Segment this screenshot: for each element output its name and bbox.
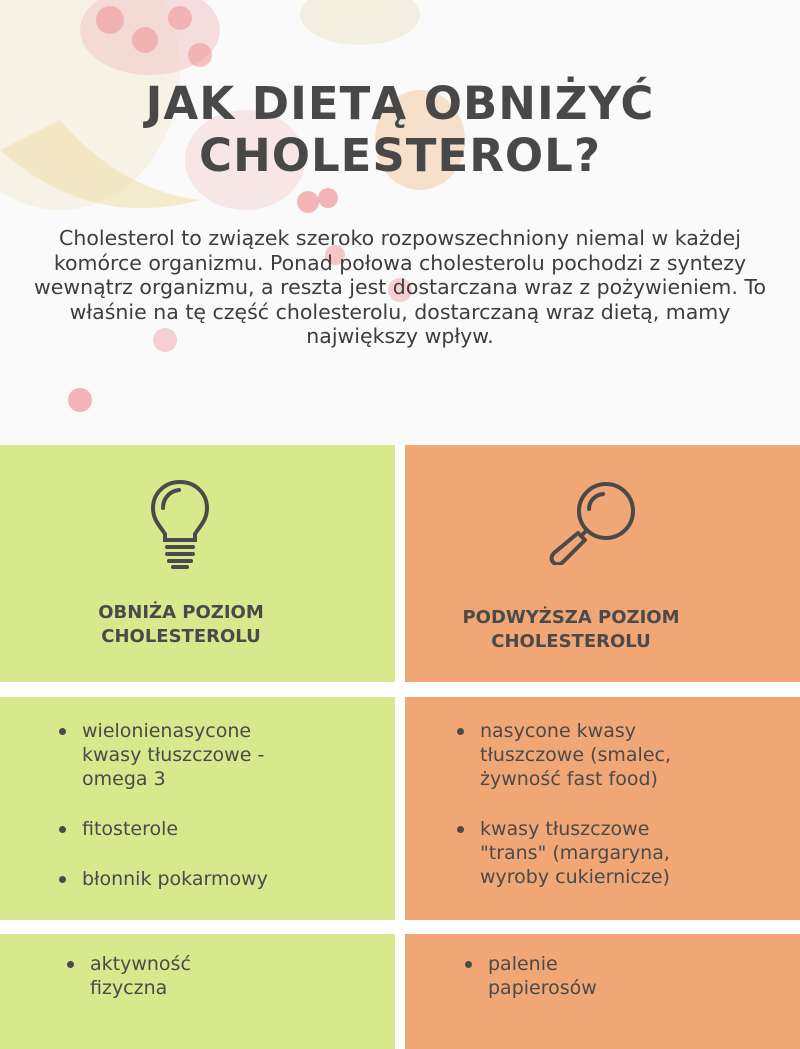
- page-title: [0, 78, 800, 182]
- magnifier-icon: [549, 479, 641, 565]
- list-item: [56, 719, 386, 791]
- title-line-1: JAK DIETĄ OBNIŻYĆ: [145, 77, 655, 130]
- list-item-line: wyroby cukiernicze): [480, 866, 670, 888]
- raises-extra-box: [405, 934, 800, 1049]
- lowers-heading-line-1: OBNIŻA POZIOM: [98, 602, 264, 623]
- list-item: [56, 817, 386, 841]
- list-item-line: fizyczna: [90, 977, 168, 999]
- raises-list: [454, 719, 794, 915]
- fruit-background-image: [0, 0, 800, 445]
- raises-heading-line-1: PODWYŻSZA POZIOM: [462, 607, 680, 628]
- lowers-heading: [0, 601, 362, 649]
- list-item-line: omega 3: [82, 768, 166, 790]
- intro-paragraph: Cholesterol to związek szeroko rozpowszechniony niemal w każdej komórce organizmu. Ponad połowa cholesterolu pochodzi z syntezy wewnątrz organizmu, a reszta jest dostarczana wraz z pożywieniem. To właśnie na tę część cholesterolu, dostarczaną wraz dietą, mamy największy wpływ.: [33, 226, 767, 348]
- raises-list-box: [405, 697, 800, 920]
- lowers-extra-list: [64, 952, 384, 1026]
- list-item-line: błonnik pokarmowy: [82, 868, 268, 890]
- raises-heading-line-2: CHOLESTEROLU: [491, 631, 651, 652]
- title-line-2: CHOLESTEROL?: [199, 129, 601, 182]
- list-item-line: kwasy tłuszczowe -: [82, 744, 265, 766]
- list-item-line: wielonienasycone: [82, 720, 252, 742]
- list-item-line: papierosów: [488, 977, 597, 999]
- raises-extra-list: [462, 952, 782, 1026]
- list-item: [454, 719, 794, 791]
- lowers-list-box: [0, 697, 395, 920]
- raises-header-box: [405, 445, 800, 682]
- lowers-heading-line-2: CHOLESTEROLU: [101, 626, 261, 647]
- list-item-line: fitosterole: [82, 818, 179, 840]
- lowers-header-box: [0, 445, 395, 682]
- raises-heading: [405, 606, 737, 654]
- list-item: [454, 817, 794, 889]
- list-item-line: żywność fast food): [480, 768, 658, 790]
- list-item-line: aktywność: [90, 953, 191, 975]
- list-item: [64, 952, 384, 1000]
- list-item-line: "trans" (margaryna,: [480, 842, 670, 864]
- list-item-line: nasycone kwasy: [480, 720, 636, 742]
- list-item-line: tłuszczowe (smalec,: [480, 744, 671, 766]
- lightbulb-icon: [149, 478, 211, 572]
- list-item: [462, 952, 782, 1000]
- list-item-line: palenie: [488, 953, 558, 975]
- lowers-list: [56, 719, 386, 917]
- list-item: [56, 867, 386, 891]
- list-item-line: kwasy tłuszczowe: [480, 818, 650, 840]
- hero-banner: [0, 0, 800, 445]
- lowers-extra-box: [0, 934, 395, 1049]
